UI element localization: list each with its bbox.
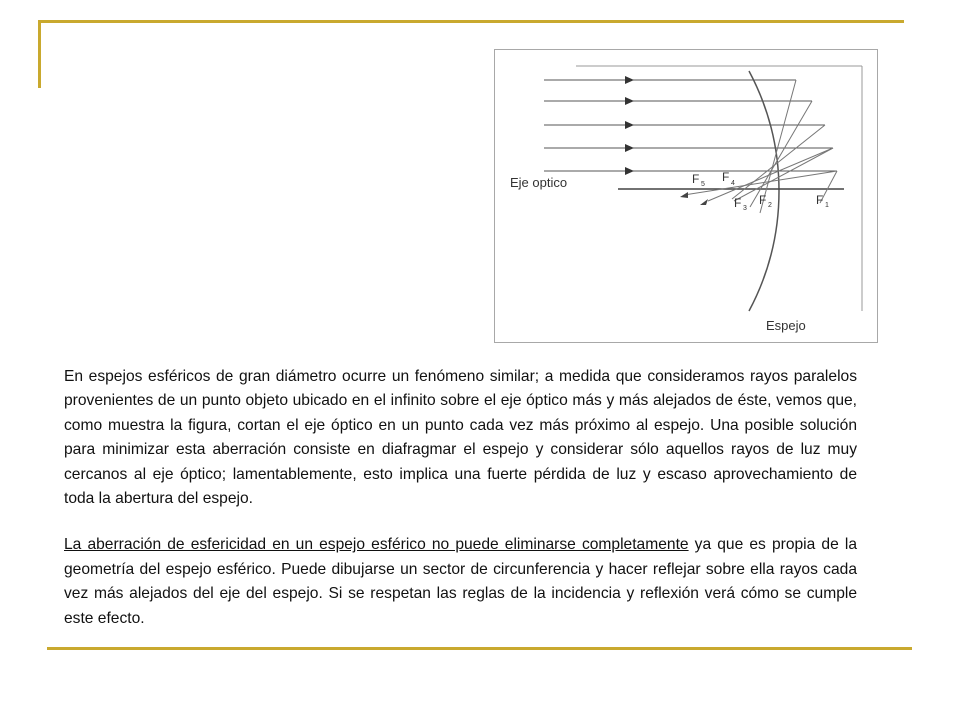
focus-f3-subscript: 3: [743, 205, 747, 212]
focus-f2-subscript: 2: [768, 202, 772, 209]
focus-f1-subscript: 1: [825, 202, 829, 209]
paragraph-continuation: ya que es propia de la geometría del espejo esférico. Puede dibujarse un sector de circunferencia y hacer reflejar sobre ella rayos cada vez más alejados del eje del espejo. Si se respetan las reglas de la incidencia y reflexión verá cómo se cumple este efecto.: [64, 536, 857, 627]
focus-f4-label: F: [722, 170, 730, 184]
optical-axis-label: Eje optico: [510, 175, 568, 190]
left-rule: [38, 20, 41, 88]
focus-f1-label: F: [816, 193, 824, 207]
underlined-statement: La aberración de esfericidad en un espejo esférico no puede eliminarse completamente: [64, 536, 689, 554]
focus-f3-label: F: [734, 196, 742, 210]
paragraph-aberration-geometry: [64, 533, 857, 631]
body-text: [64, 365, 857, 631]
focus-f2-label: F: [759, 193, 767, 207]
spherical-mirror-figure: [494, 49, 878, 343]
focus-f4-subscript: 4: [731, 180, 735, 187]
bottom-rule: [47, 647, 912, 650]
ray-diagram: [494, 49, 878, 343]
top-rule: [40, 20, 904, 23]
focus-f5-subscript: 5: [701, 181, 705, 188]
mirror-label: Espejo: [766, 318, 806, 333]
focus-f5-label: F: [692, 172, 700, 186]
paragraph-spherical-aberration: En espejos esféricos de gran diámetro ocurre un fenómeno similar; a medida que consideramos rayos paralelos provenientes de un punto objeto ubicado en el infinito sobre el eje óptico más y más alejados de éste, vemos que, como muestra la figura, cortan el eje óptico en un punto cada vez más próximo al espejo. Una posible solución para minimizar esta aberración consiste en diafragmar el espejo y considerar sólo aquellos rayos de luz muy cercanos al eje óptico; lamentablemente, esto implica una fuerte pérdida de luz y escaso aprovechamiento de toda la abertura del espejo.: [64, 368, 857, 508]
